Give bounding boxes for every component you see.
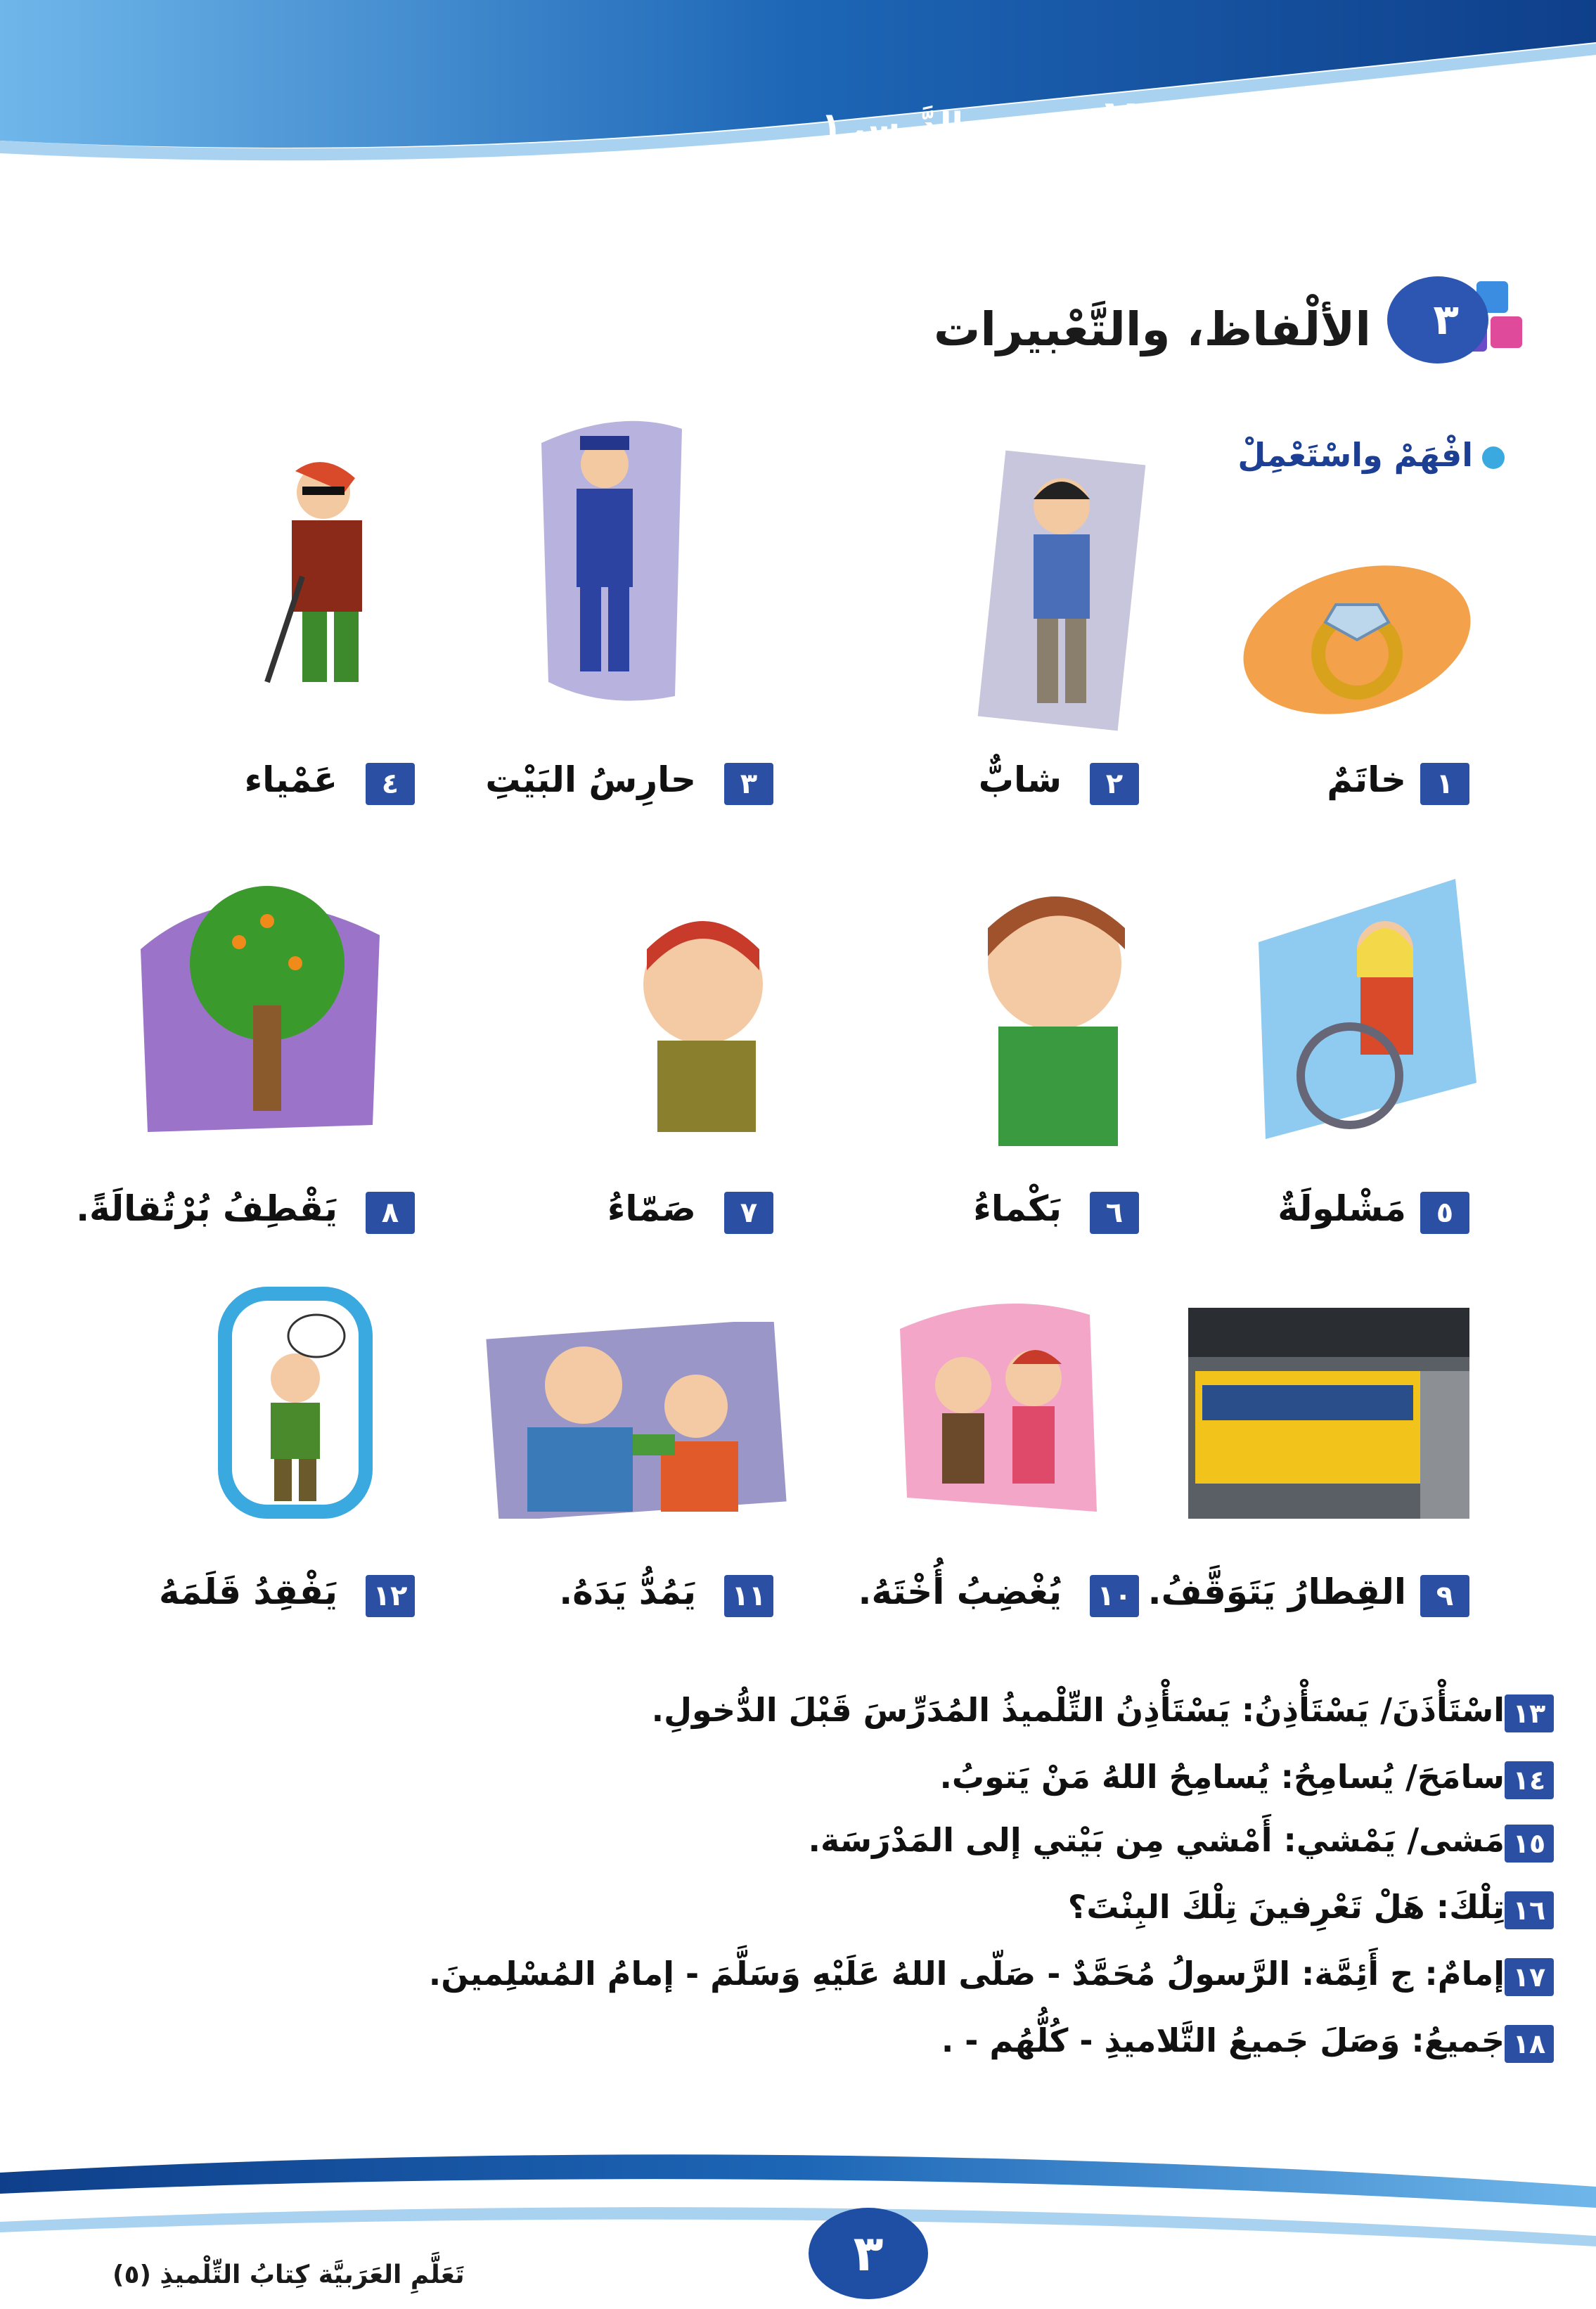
sentence-number: ١٦ (1505, 1891, 1554, 1929)
sentence-text: اسْتَأْذَنَ/ يَسْتَأْذِنُ: يَسْتَأْذِنُ التِّلْميذُ المُدَرِّسَ قَبْلَ الدُّخولِ. (651, 1691, 1505, 1729)
lost-pen-icon (218, 1287, 373, 1519)
section-title: الألْفاظ، والتَّعْبيرات (934, 302, 1371, 356)
sentence-text: تِلْكَ: هَلْ تَعْرِفينَ تِلْكَ البِنْتَ؟ (1067, 1888, 1505, 1926)
hand-money-icon (485, 1322, 787, 1519)
vocab-word: صَمّاءُ (607, 1188, 696, 1229)
vocab-number: ٣ (724, 763, 773, 805)
angry-sister-icon (893, 1287, 1104, 1519)
vocab-word: عَمْياء (244, 759, 337, 800)
vocab-word: بَكْماءُ (973, 1188, 1062, 1229)
vocab-word: يَفْقِدُ قَلَمَهُ (158, 1571, 337, 1612)
vocab-number: ٥ (1420, 1192, 1469, 1234)
vocab-word: القِطارُ يَتَوَقَّفُ. (1147, 1571, 1406, 1612)
orange-tree-icon (134, 865, 387, 1139)
bullet-icon (1482, 446, 1505, 469)
sentence-number: ١٣ (1505, 1694, 1554, 1732)
page-number: ٣ (853, 2225, 884, 2282)
unit-title: الوَحْدَة ١٣ (1098, 91, 1315, 143)
sentence-text: إمامٌ: ج أَئِمَّة: الرَّسولُ مُحَمَّدٌ - صَلّى اللهُ عَلَيْهِ وَسَلَّمَ - إمامُ المُسْلِمينَ. (428, 1955, 1505, 1993)
sentence-number: ١٨ (1505, 2025, 1554, 2063)
wheelchair-icon (1244, 872, 1484, 1146)
lesson-title: الدَّرس ١ (820, 105, 963, 145)
ring-icon (1237, 541, 1476, 724)
train-icon (1188, 1308, 1469, 1519)
vocab-number: ١١ (724, 1575, 773, 1617)
vocab-word: يَقْطِفُ بُرْتُقالَةً. (76, 1188, 337, 1229)
sentence-text: مَشى/ يَمْشي: أَمْشي مِن بَيْتي إلى المَدْرَسَة. (808, 1821, 1505, 1859)
blind-woman-icon (225, 450, 408, 703)
young-man-icon (977, 450, 1146, 731)
vocab-word: حارِسُ البَيْتِ (485, 759, 696, 800)
vocab-word: يَمُدُّ يَدَهُ. (559, 1571, 696, 1612)
vocab-number: ١٠ (1090, 1575, 1139, 1617)
vocab-number: ٤ (366, 763, 415, 805)
vocab-number: ٩ (1420, 1575, 1469, 1617)
vocab-word: يُغْضِبُ أُخْتَهُ. (858, 1571, 1062, 1612)
vocab-number: ٢ (1090, 763, 1139, 805)
sub-title: افْهَمْ واسْتَعْمِلْ (1237, 436, 1473, 474)
vocab-number: ٧ (724, 1192, 773, 1234)
sentence-number: ١٧ (1505, 1958, 1554, 1996)
vocab-number: ٨ (366, 1192, 415, 1234)
vocab-word: خاتَمٌ (1327, 759, 1406, 800)
vocab-number: ٦ (1090, 1192, 1139, 1234)
section-number: ٣ (1433, 295, 1459, 345)
guard-icon (520, 415, 689, 710)
sentence-number: ١٤ (1505, 1761, 1554, 1799)
sentence-number: ١٥ (1505, 1825, 1554, 1863)
vocab-number: ١٢ (366, 1575, 415, 1617)
header-band (0, 0, 1596, 183)
book-title: تَعَلَّمِ العَرَبيَّة كِتابُ التِّلْميذِ (٥) (112, 2260, 465, 2289)
sentence-text: جَميعُ: وَصَلَ جَميعُ التَّلاميذِ - كُلُّهُم - . (941, 2021, 1505, 2059)
sentence-text: سامَحَ/ يُسامِحُ: يُسامِحُ اللهُ مَنْ يَتوبُ. (939, 1758, 1505, 1796)
deaf-girl-icon (619, 893, 802, 1132)
mute-girl-icon (956, 865, 1160, 1146)
vocab-word: شابٌّ (978, 759, 1062, 800)
vocab-number: ١ (1420, 763, 1469, 805)
vocab-word: مَشْلولَةٌ (1278, 1188, 1406, 1229)
